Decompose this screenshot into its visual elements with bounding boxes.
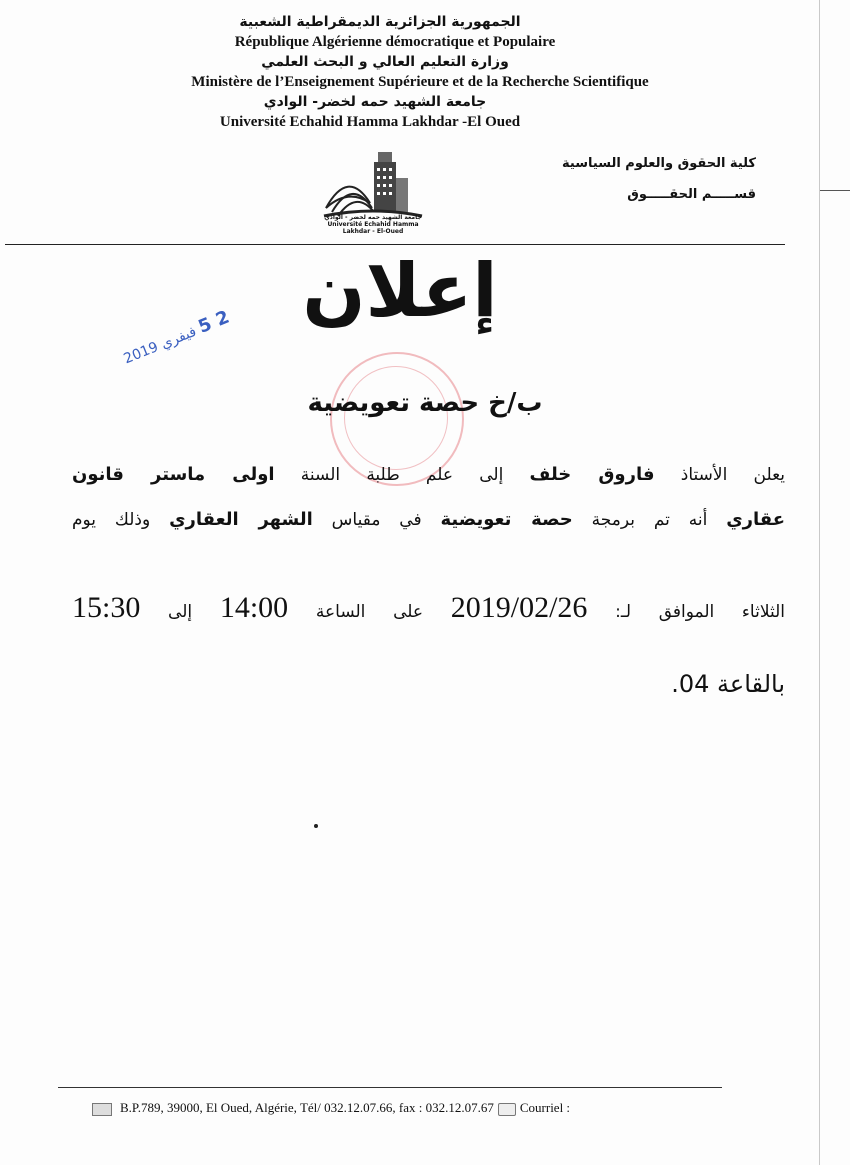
header-divider [5,244,785,245]
footer-address: B.P.789, 39000, El Oued, Algérie, Tél/ 032.12.07.66, fax : 032.12.07.67 [120,1100,494,1115]
text: الثلاثاء الموافق لـ: [615,602,786,622]
logo-caption-ar: جامعة الشهيد حمه لخضر - الوادي [324,214,422,221]
letterhead [0,12,850,132]
republic-ar: الجمهورية الجزائرية الديمقراطية الشعبية [239,14,521,30]
professor-name: فاروق خلف [529,464,655,485]
text: أنه تم برمجة [591,510,708,530]
text: إلى [168,602,193,622]
ministry-fr: Ministère de l’Enseignement Supérieure et de la Recherche Scientifique [191,74,649,90]
ministry-ar: وزارة التعليم العالي و البحث العلمي [261,54,509,70]
republic-fr: République Algérienne démocratique et Populaire [234,34,556,50]
subject-name: الشهر العقاري [169,509,313,530]
announcement-subtitle: ب/خ حصة تعويضية [307,388,543,418]
student-level: اولى ماستر قانون [72,464,275,485]
body-line-3 [72,585,785,631]
body-line-1 [72,452,785,497]
text: يعلن الأستاذ [680,465,786,485]
room-number: بالقاعة 04. [671,670,785,698]
specialty: عقاري [726,509,786,530]
mail-icon [92,1103,112,1116]
department-name: قســـــم الحقـــــوق [627,187,756,202]
stamp-year: 2019 [121,339,161,368]
email-icon [498,1103,516,1116]
announcement-body [72,452,785,707]
logo-caption [318,214,428,235]
end-time: 15:30 [72,591,141,624]
text: على الساعة [315,602,424,622]
text: في مقياس [331,510,422,530]
start-time: 14:00 [219,591,289,624]
logo-caption-fr: Université Echahid Hamma Lakhdar - El-Oued [327,221,419,235]
footer-divider [58,1087,722,1088]
session-date: 2019/02/26 [450,591,588,624]
speck [314,824,318,828]
edge-tick [820,190,850,191]
stamp-day: 2 5 [195,306,233,338]
stamp-month: فيفري [158,323,199,353]
text: وذلك يوم [72,510,151,530]
page-edge [819,0,820,1165]
text: إلى علم طلبة السنة [300,465,504,485]
footer-contact [92,1100,570,1116]
body-line-4 [72,661,785,707]
session-type: حصة تعويضية [440,509,573,530]
footer-email-label: Courriel : [519,1100,571,1115]
faculty-name: كلية الحقوق والعلوم السياسية [562,156,756,171]
university-ar: جامعة الشهيد حمه لخضر- الوادي [263,94,487,110]
university-fr: Université Echahid Hamma Lakhdar -El Oued [219,114,521,130]
body-line-2 [72,497,785,543]
announcement-title: إعلان [302,248,498,334]
